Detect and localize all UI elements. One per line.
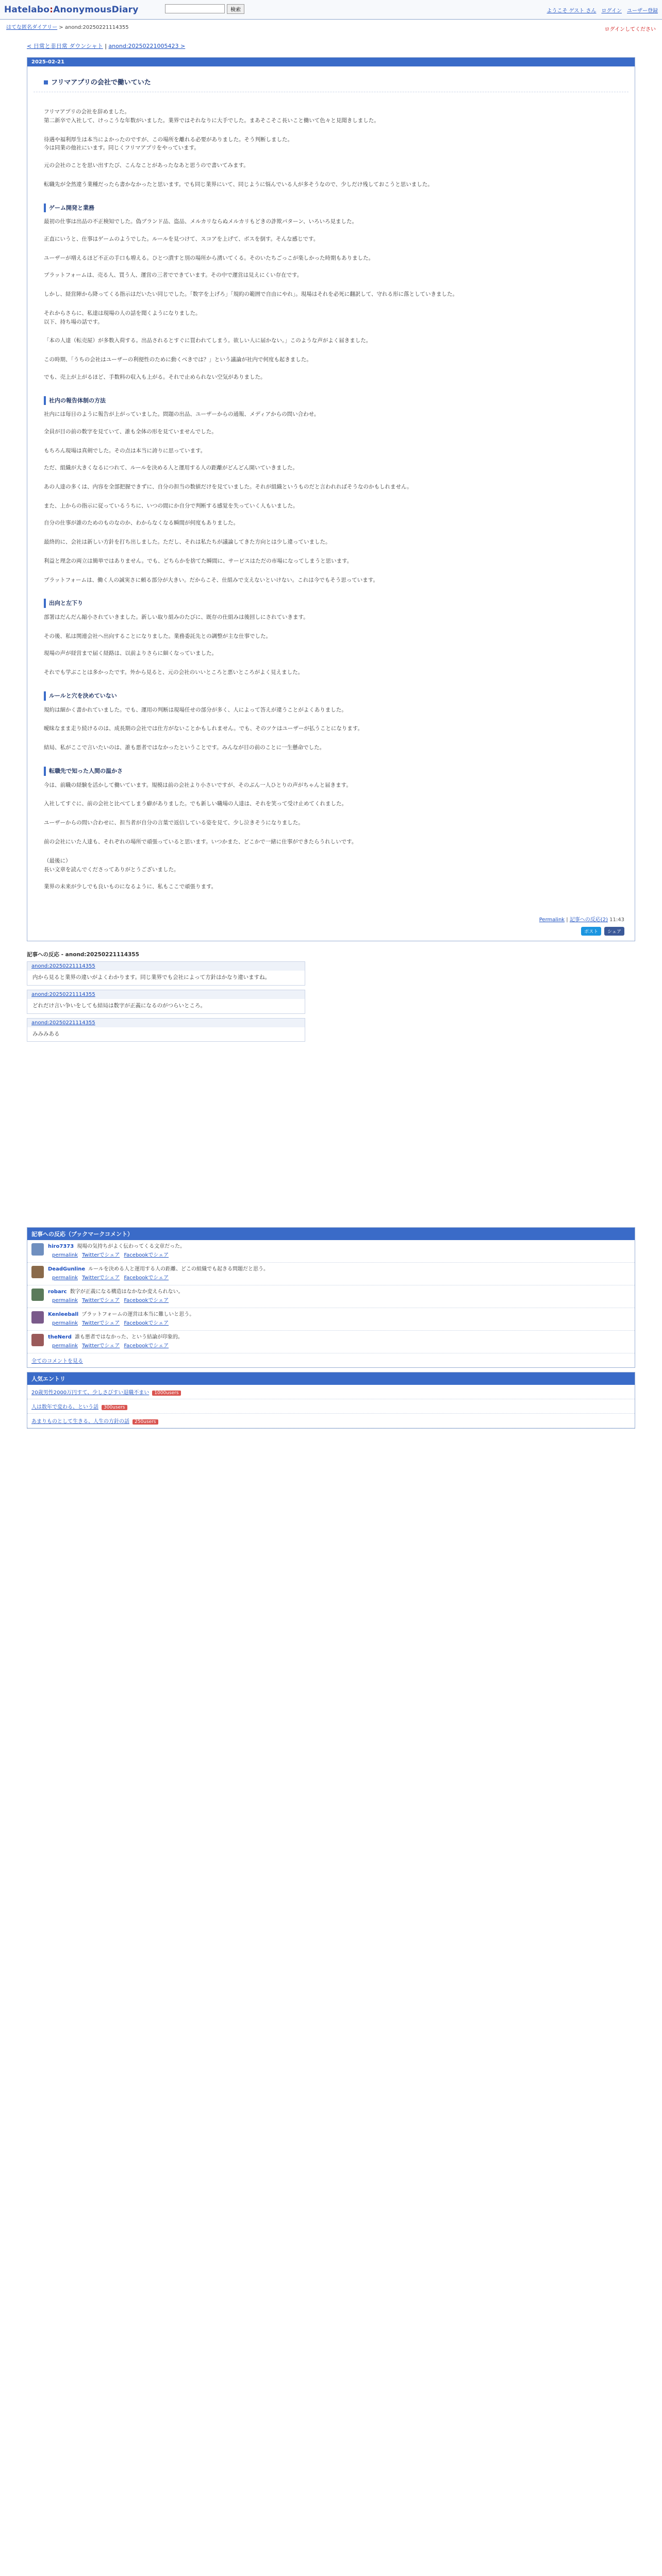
- article-title-row: [34, 66, 628, 92]
- paragraph: もちろん現場は真剣でした。その点は本当に誇りに思っています。 ただ、組織が大きくなるにつれて、ルールを決める人と運用する人の距離がどんどん開いていきました。: [44, 447, 298, 471]
- paragraph: 規約は細かく書かれていました。でも、運用の判断は現場任せの部分が多く、人によって答えが違うことがよくありました。: [44, 706, 347, 713]
- reference-head: [27, 990, 305, 999]
- article-footer: [27, 912, 635, 927]
- article-date: 2025-02-21: [27, 58, 635, 66]
- paragraph: しかし、経営陣から降ってくる指示はだいたい同じでした。「数字を上げろ」「規約の範囲で自由にやれ」。現場はそれを必死に翻訳して、守れる形に落としていきました。: [44, 291, 458, 297]
- breadcrumb-current: anond:20250221114355: [64, 25, 129, 30]
- bookmark-comment: プラットフォームの運営は本当に難しいと思う。: [81, 1312, 195, 1318]
- paragraph: ユーザーからの問い合わせに、担当者が自分の言葉で返信している姿を見て、少し泣きそうになりました。: [44, 820, 304, 826]
- bookmark-user[interactable]: robarc: [48, 1289, 67, 1295]
- logo-anonymous-diary: AnonymousDiary: [53, 4, 139, 15]
- references: [27, 951, 305, 1042]
- bookmark-meta: [48, 1252, 185, 1260]
- reference-item: [27, 961, 305, 986]
- bookmark-comment: ルールを決める人と運用する人の距離、どこの組織でも起きる問題だと思う。: [88, 1266, 269, 1273]
- popular-entry-link[interactable]: 人は数年で変わる、という話: [31, 1404, 98, 1411]
- bookmark-user[interactable]: hiro7373: [48, 1244, 74, 1250]
- reference-link[interactable]: anond:20250221114355: [31, 991, 95, 997]
- footer-sep: |: [565, 917, 570, 923]
- popular-entry-link[interactable]: 20歳男性2000万円すて、少しさびすい退職不まい: [31, 1390, 150, 1396]
- bookmark-share-x[interactable]: Twitterでシェア: [82, 1297, 120, 1303]
- reference-text: どれだけ言い争いをしても結局は数字が正義になるのがつらいところ。: [32, 1002, 206, 1009]
- popular-entries: [27, 1372, 635, 1429]
- bookmark-row: [27, 1240, 635, 1263]
- popular-entry: [27, 1385, 635, 1399]
- bookmark-row: [27, 1308, 635, 1331]
- search-input[interactable]: [165, 4, 225, 13]
- logo-hatelabo: Hatelabo: [4, 4, 50, 15]
- users-badge: 1000users: [152, 1391, 180, 1396]
- popular-entries-title: 人気エントリ: [27, 1372, 635, 1385]
- all-comments-link[interactable]: 全てのコメントを見る: [31, 1359, 83, 1365]
- bookmark-row: [27, 1263, 635, 1285]
- reference-link[interactable]: anond:20250221114355: [31, 963, 95, 970]
- header-login-link[interactable]: ログイン: [601, 8, 622, 14]
- users-badge: 250users: [133, 1419, 158, 1425]
- bookmark-share-facebook[interactable]: Facebookでシェア: [124, 1252, 169, 1258]
- breadcrumb: [6, 23, 662, 30]
- reference-item: [27, 1018, 305, 1042]
- paragraph: また、上からの指示に従っているうちに、いつの間にか自分で判断する感覚を失っていく人もいました。 自分の仕事が誰のためのものなのか、わからなくなる瞬間が何度もありました。: [44, 502, 299, 527]
- bookmark-meta: [48, 1275, 269, 1282]
- share-row: [27, 927, 635, 941]
- paragraph: ユーザーが増えるほど不正の手口も増える。ひとつ潰すと別の場所から湧いてくる。そのいたちごっこが楽しかった時期もありました。 プラットフォームは、売る人、買う人、運営の三者でできています。その中で運営は見えにくい存在です。: [44, 255, 374, 279]
- bookmark-meta: [48, 1320, 194, 1328]
- header-welcome-link[interactable]: ようこそ ゲスト さん: [547, 8, 597, 14]
- section-heading: 出向と左下り: [44, 599, 618, 608]
- bookmark-permalink[interactable]: permalink: [52, 1343, 78, 1349]
- popular-entry: [27, 1399, 635, 1414]
- avatar[interactable]: [31, 1243, 44, 1256]
- quote-paragraph: 「本の人達（転売屋）が多数入荷する。出品されるとすぐに買われてしまう。欲しい人に届かない。」このような声がよく届きました。: [44, 337, 372, 344]
- header-links: [547, 6, 658, 14]
- reactions-link[interactable]: 記事への反応(2): [569, 917, 608, 923]
- section-heading: ルールと穴を決めていない: [44, 691, 618, 701]
- paragraph: この時期、「うちの会社はユーザーの利便性のために動くべきでは？」という議論が社内で何度も起きました。 でも、売上が上がるほど、手数料の収入も上がる。それで止められない空気がありました。: [44, 357, 312, 380]
- bookmark-user[interactable]: Kenleeball: [48, 1312, 79, 1318]
- top-bar: [0, 0, 662, 20]
- bookmark-permalink[interactable]: permalink: [52, 1252, 78, 1258]
- site-logo[interactable]: [4, 5, 139, 15]
- search-button[interactable]: 検索: [227, 4, 244, 14]
- breadcrumb-home[interactable]: はてな匿名ダイアリー: [6, 25, 58, 30]
- paragraph: 前の会社にいた人達も、それぞれの場所で頑張っていると思います。いつかまた、どこかで一緒に仕事ができたらうれしいです。: [44, 839, 357, 845]
- paragraph: それからさらに、私達は現場の人の話を聞くようになりました。 以下、持ち場の話です。: [44, 310, 201, 325]
- bookmark-share-facebook[interactable]: Facebookでシェア: [124, 1320, 169, 1326]
- bookmark-meta: [48, 1297, 184, 1305]
- reference-item: [27, 990, 305, 1014]
- users-badge: 300users: [102, 1405, 127, 1410]
- bookmark-comments-title: 記事への反応（ブックマークコメント）: [27, 1228, 635, 1240]
- paragraph: プラットフォームは、働く人の誠実さに頼る部分が大きい。だからこそ、仕組みで支えないといけない。これは今でもそう思っています。: [44, 577, 378, 583]
- bookmark-permalink[interactable]: permalink: [52, 1275, 78, 1281]
- avatar[interactable]: [31, 1311, 44, 1324]
- avatar[interactable]: [31, 1266, 44, 1278]
- article-time: 11:43: [609, 917, 624, 923]
- reference-head: [27, 962, 305, 971]
- paragraph: 曖昧なまま走り続けるのは、成長期の会社では仕方がないことかもしれません。でも、そのツケはユーザーが払うことになります。: [44, 725, 363, 732]
- prev-entry-link[interactable]: < 日常と非日常 ダウンシャト: [27, 43, 103, 49]
- share-x-button[interactable]: ポスト: [581, 927, 601, 936]
- bookmark-share-facebook[interactable]: Facebookでシェア: [124, 1343, 169, 1349]
- bookmark-comments: [27, 1227, 635, 1368]
- bookmark-row: [27, 1331, 635, 1353]
- bookmark-share-x[interactable]: Twitterでシェア: [82, 1252, 120, 1258]
- article: [27, 57, 635, 941]
- reference-text: みみみある: [32, 1030, 60, 1037]
- login-notice[interactable]: ログインしてください: [604, 27, 656, 32]
- bookmark-comment: 誰も悪者ではなかった、という結論が印象的。: [74, 1334, 183, 1341]
- paragraph: 社内には毎日のように報告が上がっていました。問題の出品、ユーザーからの通報、メディアからの問い合わせ。 全員が目の前の数字を見ていて、誰も全体の形を見ていませんでした。: [44, 411, 320, 435]
- avatar[interactable]: [31, 1334, 44, 1346]
- bookmark-user[interactable]: theNerd: [48, 1334, 72, 1341]
- next-entry-link[interactable]: anond:20250221005423 >: [108, 43, 186, 49]
- paragraph: 利益と理念の両立は簡単ではありません。でも、どちらかを捨てた瞬間に、サービスはただの市場になってしまうと思います。: [44, 557, 353, 564]
- bookmark-row: [27, 1285, 635, 1308]
- search-box: [165, 4, 244, 14]
- avatar[interactable]: [31, 1289, 44, 1301]
- paragraph: 最初の仕事は出品の不正検知でした。偽ブランド品、盗品、メルカリならぬメルカリもどきの詐欺パターン、いろいろ見ました。 正直にいうと、仕事はゲームのようでした。ルールを見つけて、スコアを上げて、ボスを倒す。そんな感じです。: [44, 218, 357, 242]
- bookmark-share-facebook[interactable]: Facebookでシェア: [124, 1275, 169, 1281]
- bookmark-user[interactable]: DeadGunline: [48, 1266, 86, 1273]
- paragraph: （最後に） 長い文章を読んでくださってありがとうございました。 業界の未来が少しでも良いものになるように、私もここで頑張ります。: [44, 857, 217, 890]
- paragraph: 転職先が全然違う業種だったら書かなかったと思います。でも同じ業界にいて、同じように悩んでいる人が多そうなので、少しだけ残しておこうと思いました。: [44, 181, 433, 188]
- reference-head: [27, 1019, 305, 1027]
- bookmark-meta: [48, 1343, 183, 1350]
- paragraph: あの人達の多くは、内容を全部把握できずに、自分の担当の数値だけを見ていました。それが組織というものだと言われればそうなのかもしれません。: [44, 483, 412, 490]
- article-title[interactable]: フリマアプリの会社で働いていた: [51, 79, 151, 87]
- breadcrumb-sep: >: [57, 25, 65, 30]
- bookmark-permalink[interactable]: permalink: [52, 1320, 78, 1326]
- paragraph: その後、私は関連会社へ出向することになりました。業務委託先との調整が主な仕事でした。 現場の声が経営まで届く経路は、以前よりさらに細くなっていました。: [44, 633, 271, 657]
- paragraph: 部署はだんだん縮小されていきました。新しい取り組みのたびに、既存の仕組みは後回しにされていきます。: [44, 614, 309, 621]
- permalink[interactable]: Permalink: [539, 917, 565, 923]
- popular-entry-link[interactable]: あまりものとして生きる、人生の方針の話: [31, 1419, 129, 1425]
- section-heading: 社内の報告体制の方法: [44, 396, 618, 405]
- title-square-icon: [44, 80, 48, 84]
- bookmark-comment: 現場の気持ちがよく伝わってくる文章だった。: [77, 1244, 186, 1250]
- paragraph: 待遇や福利厚生は本当によかったのですが、この場所を離れる必要がありました。そう判断しました。 今は同業の他社にいます。同じくフリマアプリをやっています。 元の会社のことを思い出すたび、こんなことがあったなあと思うので書いてみます。: [44, 136, 293, 168]
- section-heading: 転職先で知った人間の温かさ: [44, 767, 618, 776]
- reference-text: 内から見ると業界の違いがよくわかります。同じ業界でも会社によって方針はかなり違いますね。: [32, 974, 271, 981]
- bookmark-share-x[interactable]: Twitterでシェア: [82, 1275, 120, 1281]
- paragraph: 入社してすぐに、前の会社と比べてしまう癖がありました。でも新しい職場の人達は、それを笑って受け止めてくれました。: [44, 801, 347, 807]
- bookmark-share-x[interactable]: Twitterでシェア: [82, 1343, 120, 1349]
- share-facebook-button[interactable]: シェア: [604, 927, 624, 936]
- reference-link[interactable]: anond:20250221114355: [31, 1020, 95, 1026]
- references-title: 記事への反応 - anond:20250221114355: [27, 952, 139, 958]
- bookmark-permalink[interactable]: permalink: [52, 1297, 78, 1303]
- logo-sep: :: [49, 4, 54, 15]
- bookmark-list: [27, 1240, 635, 1353]
- paragraph: それでも学ぶことは多かったです。外から見ると、元の会社のいいところと悪いところがよく見えました。: [44, 669, 304, 676]
- paragraph: 最終的に、会社は新しい方針を打ち出しました。ただし、それは私たちが議論してきた方向とは少し違っていました。: [44, 539, 331, 546]
- entry-nav: [27, 42, 635, 50]
- bookmark-more: [27, 1353, 635, 1367]
- paragraph: 結局、私がここで言いたいのは、誰も悪者ではなかったということです。みんなが目の前のことに一生懸命でした。: [44, 744, 325, 751]
- header-register-link[interactable]: ユーザー登録: [627, 8, 658, 14]
- article-body: [27, 92, 635, 912]
- paragraph: 今は、前職の経験を活かして働いています。規模は前の会社より小さいですが、そのぶん一人ひとりの声がちゃんと届きます。: [44, 782, 352, 788]
- bookmark-share-facebook[interactable]: Facebookでシェア: [124, 1297, 169, 1303]
- paragraph: フリマアプリの会社を辞めました。 第二新卒で入社して、けっこうな年数がいました。業界ではそれなりに大手でした。まあそこそこ長いこと働いて色々と見聞きしました。: [44, 109, 379, 124]
- popular-entry: [27, 1414, 635, 1428]
- bookmark-share-x[interactable]: Twitterでシェア: [82, 1320, 120, 1326]
- bookmark-comment: 数字が正義になる構造はなかなか変えられない。: [70, 1289, 184, 1295]
- section-heading: ゲーム開発と業務: [44, 204, 618, 213]
- nav-sep: |: [103, 43, 109, 49]
